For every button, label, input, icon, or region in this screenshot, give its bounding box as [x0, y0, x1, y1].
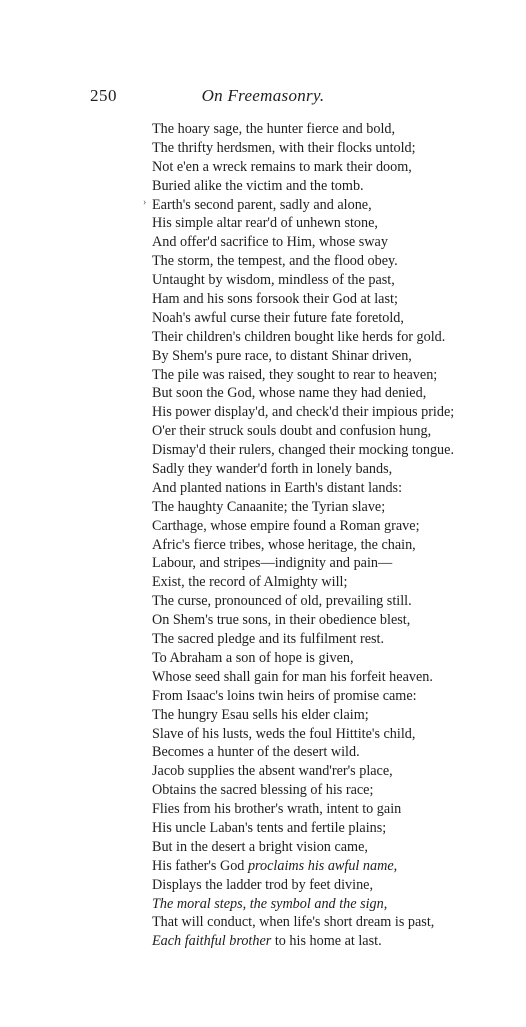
poem-line — [152, 687, 520, 706]
margin-mark: › — [143, 197, 147, 208]
poem-line — [152, 271, 520, 290]
poem-line — [152, 252, 520, 271]
line-text: On Shem's true sons, in their obedience blest, — [152, 612, 411, 629]
page-number: 250 — [90, 86, 117, 105]
line-text: Noah's awful curse their future fate foretold, — [152, 309, 404, 326]
line-text: The pile was raised, they sought to rear to heaven; — [152, 366, 438, 383]
italic-text: The moral steps, the symbol and the sign, — [152, 895, 388, 912]
poem-line — [152, 158, 520, 177]
line-text: The hoary sage, the hunter fierce and bold, — [152, 121, 396, 137]
poem-line — [152, 800, 520, 819]
poem-line — [152, 517, 520, 536]
line-text: Afric's fierce tribes, whose heritage, the chain, — [152, 536, 416, 553]
line-text: From Isaac's loins twin heirs of promise came: — [152, 687, 417, 704]
poem-line — [152, 441, 520, 460]
line-text: Untaught by wisdom, mindless of the past, — [152, 272, 395, 289]
line-text: Displays the ladder trod by feet divine, — [152, 876, 374, 893]
poem-line — [152, 214, 520, 233]
poem-line — [152, 649, 520, 668]
poem-line — [152, 460, 520, 479]
poem-line — [152, 573, 520, 592]
poem-body — [152, 120, 520, 951]
poem-line — [152, 196, 520, 215]
italic-text: Each faithful brother — [152, 933, 272, 950]
line-text: And planted nations in Earth's distant lands: — [152, 479, 403, 496]
line-text: His father's God — [152, 857, 248, 874]
line-text: Their children's children bought like herds for gold. — [152, 328, 446, 345]
poem-line — [152, 857, 520, 876]
line-text: The sacred pledge and its fulfilment rest. — [152, 631, 385, 648]
line-text: Flies from his brother's wrath, intent to gain — [152, 801, 402, 818]
line-text: The haughty Canaanite; the Tyrian slave; — [152, 498, 386, 515]
poem-line — [152, 668, 520, 687]
line-text: But in the desert a bright vision came, — [152, 838, 368, 855]
poem-line — [152, 347, 520, 366]
poem-line — [152, 479, 520, 498]
line-text: That will conduct, when life's short dream is past, — [152, 914, 435, 931]
poem-line — [152, 781, 520, 800]
poem-line — [152, 366, 520, 385]
line-text: Whose seed shall gain for man his forfeit heaven. — [152, 668, 433, 685]
line-text: Becomes a hunter of the desert wild. — [152, 744, 360, 761]
poem-line — [152, 725, 520, 744]
poem-line — [152, 139, 520, 158]
poem-line — [152, 290, 520, 309]
line-text: To Abraham a son of hope is given, — [152, 649, 354, 666]
running-title: On Freemasonry. — [201, 86, 325, 105]
line-text: to his home at last. — [271, 933, 382, 950]
poem-line — [152, 120, 520, 139]
page-header — [0, 86, 526, 110]
line-text: His uncle Laban's tents and fertile plains; — [152, 819, 387, 836]
line-text: The thrifty herdsmen, with their flocks untold; — [152, 139, 416, 156]
poem-line — [152, 498, 520, 517]
line-text: Dismay'd their rulers, changed their mocking tongue. — [152, 442, 454, 459]
line-text: The curse, pronounced of old, prevailing still. — [152, 593, 412, 610]
poem-line — [152, 177, 520, 196]
poem-line — [152, 592, 520, 611]
line-text: The hungry Esau sells his elder claim; — [152, 706, 369, 723]
line-text: Not e'en a wreck remains to mark their doom, — [152, 158, 412, 175]
poem-line — [152, 233, 520, 252]
italic-text: proclaims his awful name, — [247, 857, 398, 874]
line-text: By Shem's pure race, to distant Shinar driven, — [152, 347, 412, 364]
poem-line — [152, 876, 520, 895]
poem-line — [152, 838, 520, 857]
line-text: Carthage, whose empire found a Roman grave; — [152, 517, 420, 534]
poem-line — [152, 630, 520, 649]
poem-line — [152, 611, 520, 630]
poem-line — [152, 706, 520, 725]
line-text: And offer'd sacrifice to Him, whose sway — [152, 234, 388, 251]
line-text: Obtains the sacred blessing of his race; — [152, 782, 374, 799]
poem-line — [152, 422, 520, 441]
poem-line — [152, 309, 520, 328]
line-text: Ham and his sons forsook their God at last; — [152, 291, 398, 308]
line-text: But soon the God, whose name they had denied, — [152, 385, 427, 402]
poem-line — [152, 403, 520, 422]
line-text: Slave of his lusts, weds the foul Hittite's child, — [152, 725, 416, 742]
line-text: The storm, the tempest, and the flood obey. — [152, 253, 398, 270]
line-text: Labour, and stripes—indignity and pain— — [152, 555, 393, 572]
line-text: His power display'd, and check'd their impious pride; — [152, 404, 455, 421]
line-text: Sadly they wander'd forth in lonely bands, — [152, 461, 393, 478]
line-text: O'er their struck souls doubt and confusion hung, — [152, 423, 432, 440]
poem-line — [152, 895, 520, 914]
line-text: Exist, the record of Almighty will; — [152, 574, 348, 591]
poem-line — [152, 913, 520, 932]
line-text: Jacob supplies the absent wand'rer's place, — [152, 763, 393, 780]
poem-line — [152, 932, 520, 951]
line-text: Buried alike the victim and the tomb. — [152, 177, 364, 194]
line-text: Earth's second parent, sadly and alone, — [152, 196, 372, 213]
poem-line — [152, 384, 520, 403]
poem-line — [152, 328, 520, 347]
poem-line — [152, 762, 520, 781]
poem-line — [152, 554, 520, 573]
poem-line — [152, 536, 520, 555]
line-text: His simple altar rear'd of unhewn stone, — [152, 215, 378, 232]
poem-line — [152, 743, 520, 762]
poem-line — [152, 819, 520, 838]
